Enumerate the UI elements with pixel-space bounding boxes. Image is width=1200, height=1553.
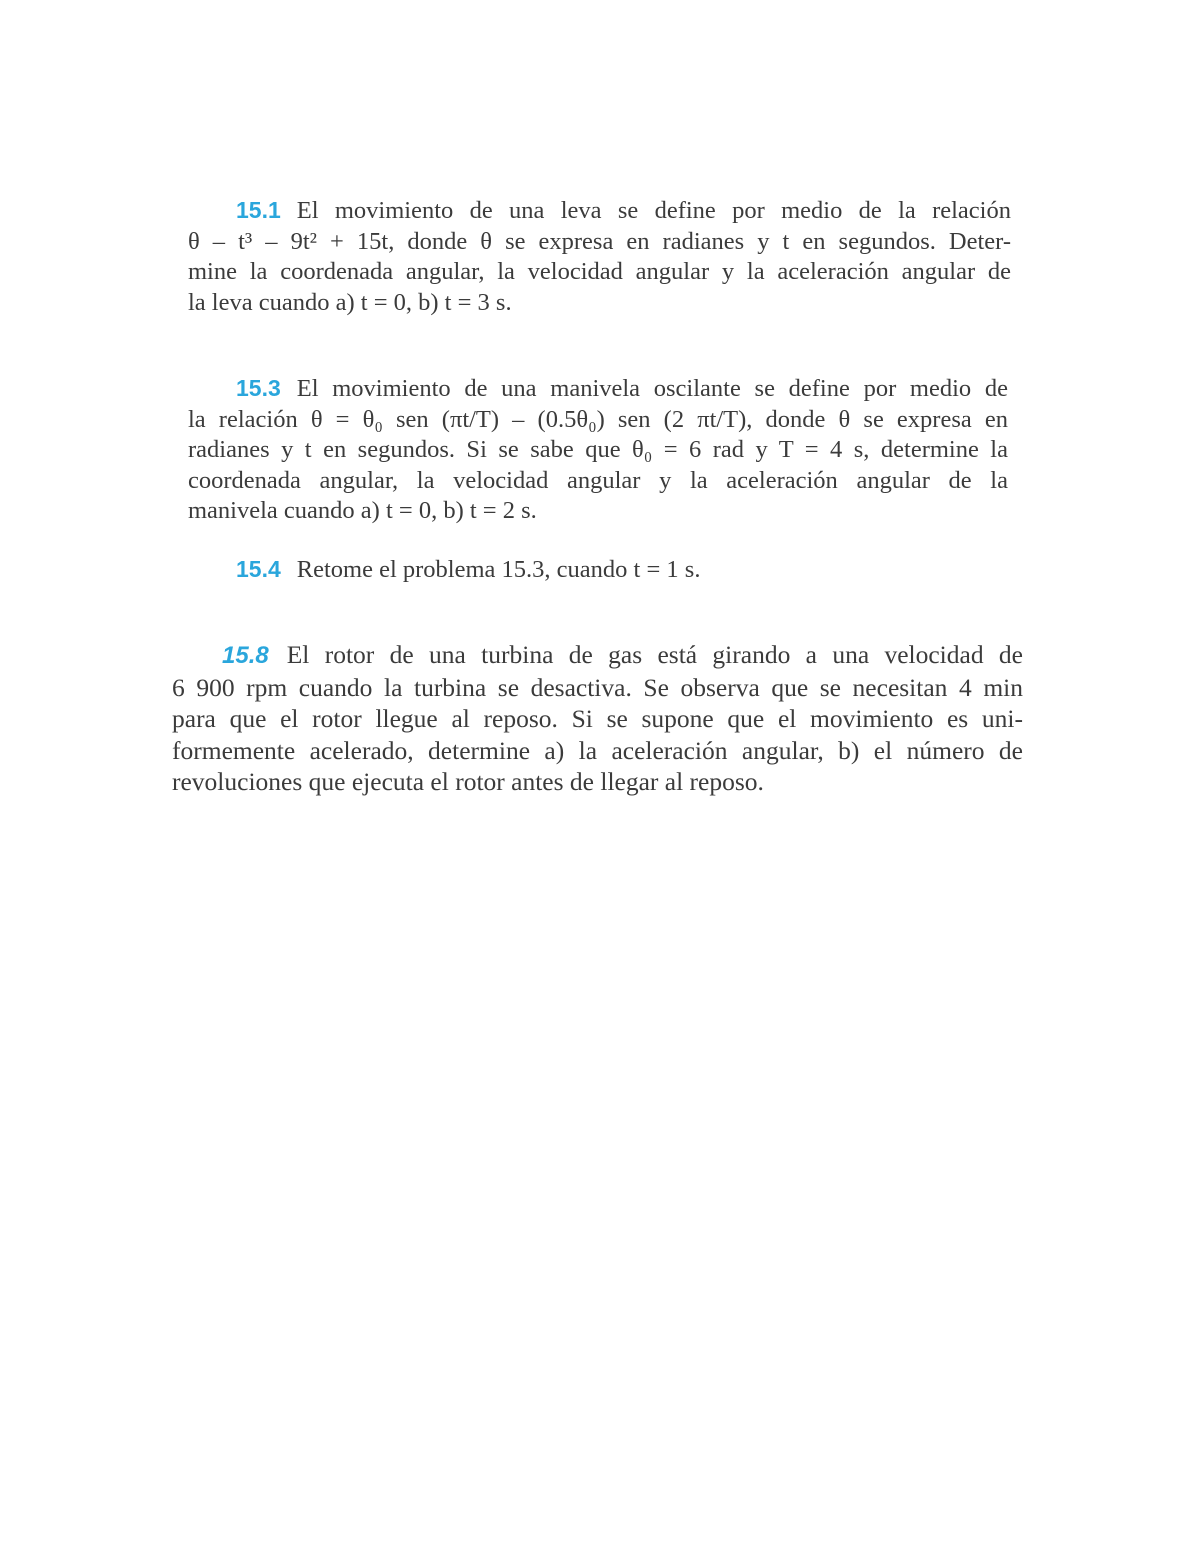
- problem-text: Retome el problema 15.3, cuando t = 1 s.: [296, 556, 701, 583]
- problem-line: revoluciones que ejecuta el rotor antes de llegar al reposo.: [172, 767, 764, 796]
- problem-line: 6 900 rpm cuando la turbina se desactiva. Se observa que se necesitan 4 min: [172, 672, 1023, 702]
- problem-line: [188, 373, 1008, 405]
- problem-15-3: [188, 373, 1008, 527]
- problem-line: [172, 639, 1023, 672]
- problem-line: [188, 195, 1011, 227]
- problem-line: la leva cuando a) t = 0, b) t = 3 s.: [188, 288, 512, 316]
- problem-line: coordenada angular, la velocidad angular y la aceleración angular de la: [188, 466, 1008, 494]
- problem-line: [188, 554, 1008, 586]
- problem-number: 15.8: [222, 642, 269, 669]
- problem-line: θ – t³ – 9t² + 15t, donde θ se expresa en radianes y t en segundos. Deter-: [188, 227, 1011, 255]
- problem-15-8: [172, 639, 1023, 798]
- problem-text: El movimiento de una manivela oscilante se define por medio de: [296, 375, 1008, 402]
- problem-line: la relación θ = θ₀ sen (πt/T) – (0.5θ₀) sen (2 πt/T), donde θ se expresa en: [188, 405, 1008, 433]
- problem-15-1: [188, 195, 1011, 318]
- problem-line: manivela cuando a) t = 0, b) t = 2 s.: [188, 497, 537, 524]
- problem-line: formemente acelerado, determine a) la aceleración angular, b) el número de: [172, 735, 1023, 765]
- problem-number: 15.1: [236, 197, 281, 223]
- problem-number: 15.4: [236, 556, 281, 582]
- problem-number: 15.3: [236, 375, 281, 401]
- problem-line: mine la coordenada angular, la velocidad angular y la aceleración angular de: [188, 258, 1011, 285]
- problem-text: El rotor de una turbina de gas está girando a una velocidad de: [286, 640, 1023, 669]
- problem-line: para que el rotor llegue al reposo. Si se supone que el movimiento es uni-: [172, 704, 1023, 733]
- problem-text: El movimiento de una leva se define por medio de la relación: [296, 197, 1011, 224]
- problem-15-4: [188, 554, 1008, 586]
- problem-line: radianes y t en segundos. Si se sabe que θ₀ = 6 rad y T = 4 s, determine la: [188, 436, 1008, 463]
